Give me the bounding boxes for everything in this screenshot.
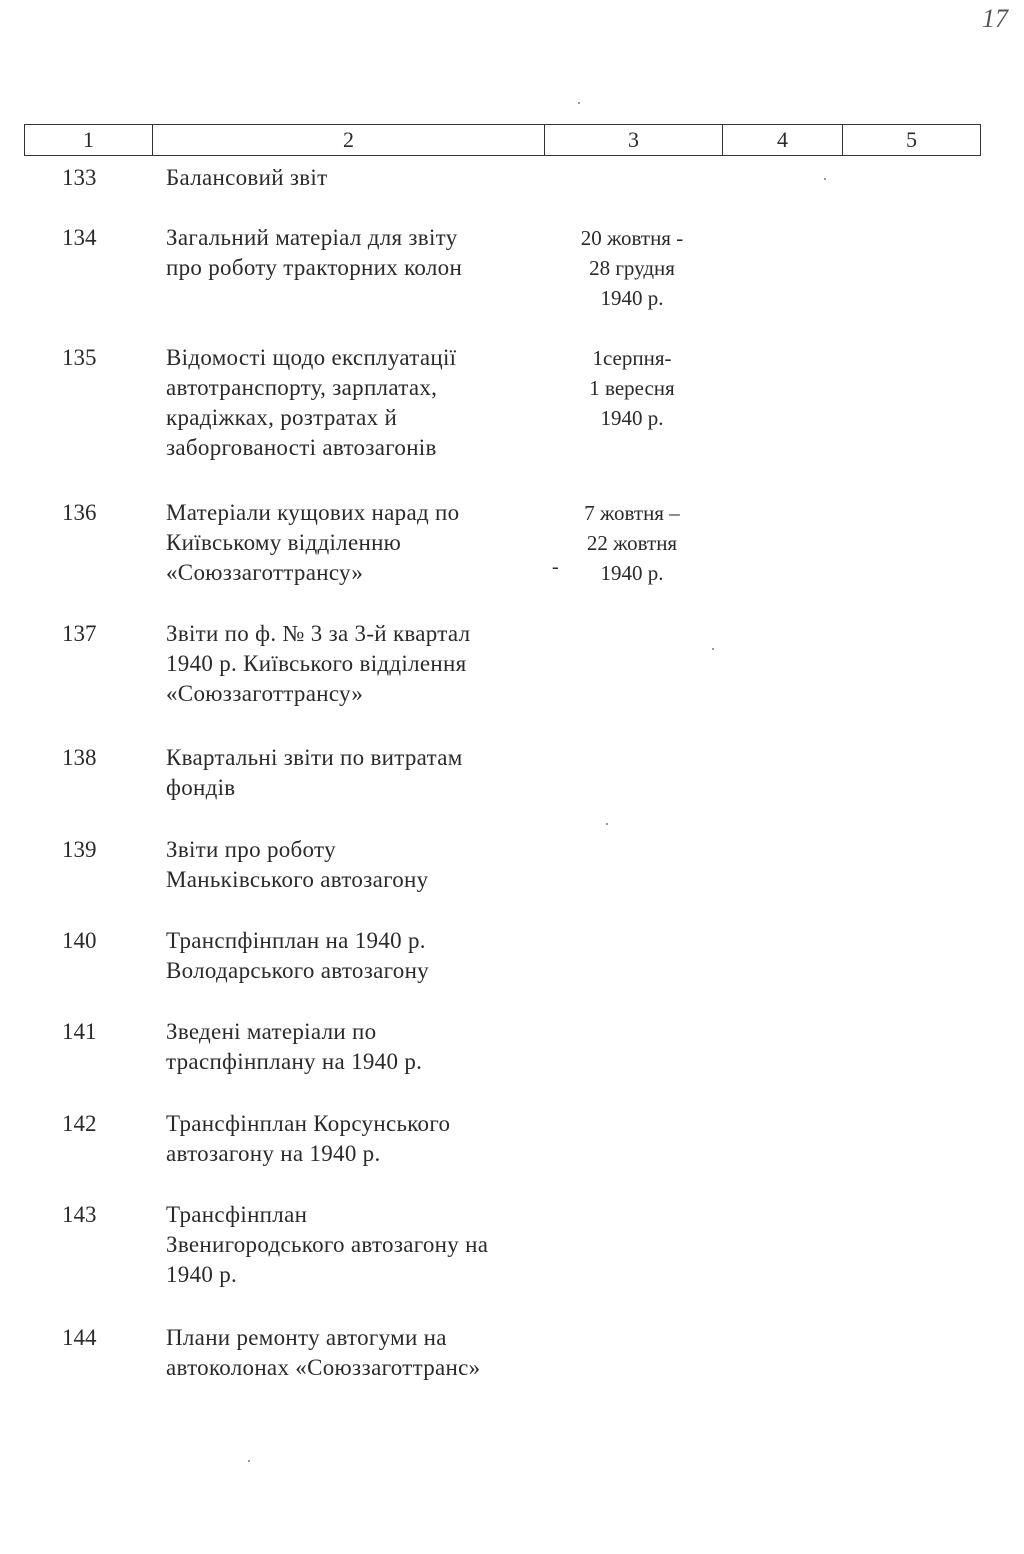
row-number: 141 [62,1019,97,1044]
scan-speck [248,1460,250,1462]
row-title: Трансфінплан Корсунського автозагону на 1940 р. [166,1111,451,1166]
scan-speck [824,178,826,180]
row-dates: 7 жовтня – 22 жовтня 1940 р. [584,501,680,585]
scan-speck [578,102,580,104]
column-header-5: 5 [843,125,981,156]
row-number: 139 [62,837,97,862]
row-number: 140 [62,928,97,953]
column-header-3: 3 [545,125,723,156]
column-header-2: 2 [153,125,545,156]
row-title: Відомості щодо експлуатації автотранспорту, зарплатах, крадіжках, розтратах й заборгованості автозагонів [166,345,457,460]
row-title: Трансфінплан Звенигородського автозагону на 1940 р. [166,1202,489,1287]
column-header-table [24,124,981,156]
row-number: 144 [62,1325,97,1350]
row-title: Матеріали кущових нарад по Київському відділенню «Союззаготтрансу» [166,500,460,585]
row-number: 133 [62,165,97,190]
column-header-row [25,125,981,156]
stray-dash-mark: - [552,556,559,578]
row-dates: 20 жовтня - 28 грудня 1940 р. [580,226,684,310]
row-title: Транспфінплан на 1940 р. Володарського автозагону [166,928,429,983]
scan-speck [606,823,608,825]
row-title: Плани ремонту автогуми на автоколонах «Союззаготтранс» [166,1325,481,1380]
row-title: Зведені матеріали по траспфінплану на 1940 р. [166,1019,423,1074]
row-number: 136 [62,500,97,525]
row-title: Квартальні звіти по витратам фондів [166,745,463,800]
row-number: 134 [62,225,97,250]
row-title: Звіти по ф. № 3 за 3-й квартал 1940 р. Київського відділення «Союззаготтрансу» [166,621,471,706]
row-dates: 1серпня- 1 вересня 1940 р. [589,346,675,430]
row-title: Балансовий звіт [166,165,328,190]
row-number: 138 [62,745,97,770]
row-title: Звіти про роботу Маньківського автозагону [166,837,429,892]
row-number: 142 [62,1111,97,1136]
column-header-4: 4 [723,125,843,156]
row-number: 135 [62,345,97,370]
row-title: Загальний матеріал для звіту про роботу тракторних колон [166,225,463,280]
scan-speck [712,648,714,650]
page-number: 17 [982,4,1008,33]
row-number: 137 [62,621,97,646]
row-number: 143 [62,1202,97,1227]
column-header-1: 1 [25,125,153,156]
